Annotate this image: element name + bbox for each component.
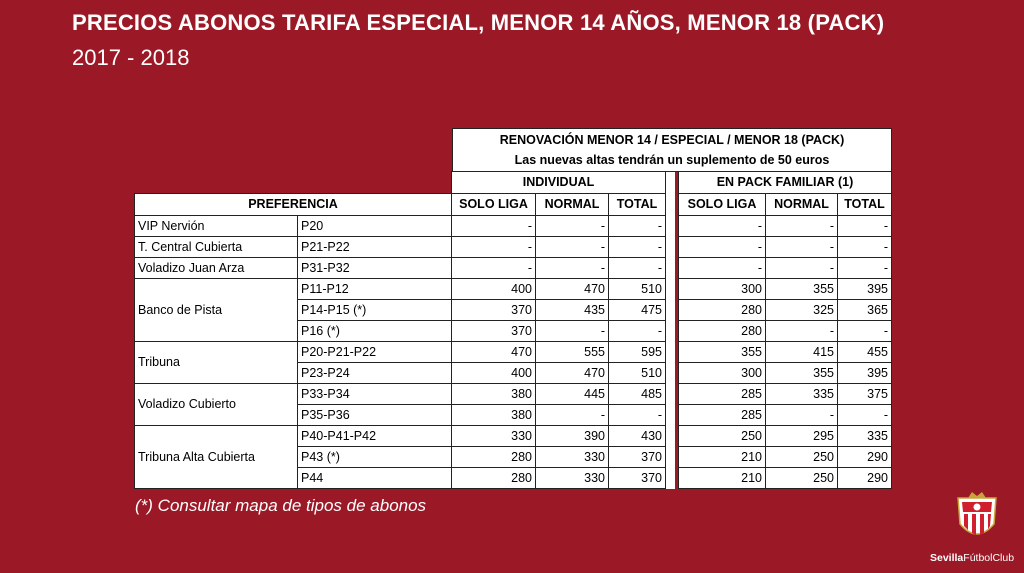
price-cell: 435	[535, 299, 609, 321]
price-cell: 325	[765, 299, 838, 321]
price-cell: 415	[765, 341, 838, 363]
price-cell: 355	[765, 278, 838, 300]
price-cell: 300	[678, 278, 766, 300]
price-cell: -	[765, 257, 838, 279]
club-crest-logo	[954, 490, 1000, 544]
price-cell: 555	[535, 341, 609, 363]
price-cell: -	[765, 215, 838, 237]
zone-label: Voladizo Juan Arza	[134, 257, 298, 279]
price-cell: 280	[451, 446, 536, 468]
price-cell: -	[765, 320, 838, 342]
row-code: P23-P24	[297, 362, 452, 384]
price-cell: 395	[837, 362, 892, 384]
price-cell: 250	[765, 446, 838, 468]
price-cell: 510	[608, 362, 666, 384]
zone-label: T. Central Cubierta	[134, 236, 298, 258]
price-cell: 485	[608, 383, 666, 405]
page-subtitle: 2017 - 2018	[72, 45, 190, 70]
price-cell: 295	[765, 425, 838, 447]
row-code: P14-P15 (*)	[297, 299, 452, 321]
price-cell: -	[608, 320, 666, 342]
column-header: TOTAL	[837, 193, 892, 216]
price-cell: 300	[678, 362, 766, 384]
price-cell: -	[678, 257, 766, 279]
price-cell: 380	[451, 383, 536, 405]
price-cell: -	[451, 215, 536, 237]
price-cell: 210	[678, 467, 766, 489]
price-cell: 395	[837, 278, 892, 300]
page-title: PRECIOS ABONOS TARIFA ESPECIAL, MENOR 14 AÑOS, MENOR 18 (PACK)	[72, 10, 885, 35]
price-cell: 370	[608, 467, 666, 489]
row-code: P43 (*)	[297, 446, 452, 468]
zone-label: Tribuna	[134, 341, 298, 384]
price-cell: 330	[535, 446, 609, 468]
price-cell: 430	[608, 425, 666, 447]
price-cell: 470	[535, 362, 609, 384]
price-cell: 250	[678, 425, 766, 447]
row-code: P33-P34	[297, 383, 452, 405]
table-top-header	[452, 128, 892, 172]
price-cell: 470	[451, 341, 536, 363]
price-cell: 365	[837, 299, 892, 321]
preferencia-header: PREFERENCIA	[134, 193, 452, 216]
column-header: TOTAL	[608, 193, 666, 216]
top-header-line1: RENOVACIÓN MENOR 14 / ESPECIAL / MENOR 18 (PACK)	[499, 133, 845, 147]
group-header-pack: EN PACK FAMILIAR (1)	[678, 171, 892, 194]
price-cell: 250	[765, 467, 838, 489]
price-cell: -	[837, 215, 892, 237]
row-code: P20-P21-P22	[297, 341, 452, 363]
price-cell: -	[678, 215, 766, 237]
price-cell: -	[535, 320, 609, 342]
price-cell: -	[608, 236, 666, 258]
price-cell: -	[535, 236, 609, 258]
price-cell: 355	[678, 341, 766, 363]
price-cell: 510	[608, 278, 666, 300]
price-cell: -	[678, 236, 766, 258]
row-code: P11-P12	[297, 278, 452, 300]
price-cell: 290	[837, 467, 892, 489]
price-cell: 285	[678, 404, 766, 426]
price-cell: -	[608, 404, 666, 426]
row-code: P40-P41-P42	[297, 425, 452, 447]
price-cell: 455	[837, 341, 892, 363]
price-cell: 285	[678, 383, 766, 405]
row-code: P21-P22	[297, 236, 452, 258]
price-cell: -	[535, 404, 609, 426]
price-cell: 475	[608, 299, 666, 321]
price-cell: 280	[678, 299, 766, 321]
brand-name-part1: Sevilla	[930, 552, 964, 564]
price-cell: 595	[608, 341, 666, 363]
price-cell: 370	[451, 320, 536, 342]
price-cell: 280	[451, 467, 536, 489]
price-cell: 390	[535, 425, 609, 447]
price-cell: 335	[765, 383, 838, 405]
price-cell: 330	[535, 467, 609, 489]
price-cell: 280	[678, 320, 766, 342]
zone-label: Voladizo Cubierto	[134, 383, 298, 426]
price-cell: -	[765, 404, 838, 426]
price-cell: -	[608, 257, 666, 279]
price-cell: 335	[837, 425, 892, 447]
price-cell: -	[535, 215, 609, 237]
row-code: P31-P32	[297, 257, 452, 279]
price-cell: 290	[837, 446, 892, 468]
price-cell: 370	[608, 446, 666, 468]
price-cell: -	[608, 215, 666, 237]
column-header: SOLO LIGA	[678, 193, 766, 216]
zone-label: Tribuna Alta Cubierta	[134, 425, 298, 489]
price-cell: 445	[535, 383, 609, 405]
price-cell: -	[837, 236, 892, 258]
price-cell: -	[765, 236, 838, 258]
row-code: P44	[297, 467, 452, 489]
price-cell: -	[451, 236, 536, 258]
row-code: P20	[297, 215, 452, 237]
price-cell: -	[451, 257, 536, 279]
price-cell: -	[535, 257, 609, 279]
price-cell: -	[837, 320, 892, 342]
price-cell: 210	[678, 446, 766, 468]
price-cell: 330	[451, 425, 536, 447]
price-cell: 380	[451, 404, 536, 426]
brand-name-part2: FútbolClub	[963, 552, 1015, 564]
column-header: NORMAL	[765, 193, 838, 216]
price-cell: 400	[451, 362, 536, 384]
price-cell: 470	[535, 278, 609, 300]
column-header: NORMAL	[535, 193, 609, 216]
brand-name	[930, 552, 1014, 564]
footnote: (*) Consultar mapa de tipos de abonos	[135, 496, 427, 515]
price-cell: -	[837, 404, 892, 426]
price-cell: 400	[451, 278, 536, 300]
row-code: P16 (*)	[297, 320, 452, 342]
column-header: SOLO LIGA	[451, 193, 536, 216]
price-cell: -	[837, 257, 892, 279]
zone-label: VIP Nervión	[134, 215, 298, 237]
price-cell: 355	[765, 362, 838, 384]
group-header-individual: INDIVIDUAL	[451, 171, 666, 194]
top-header-line2: Las nuevas altas tendrán un suplemento de 50 euros	[514, 153, 830, 167]
row-code: P35-P36	[297, 404, 452, 426]
price-cell: 375	[837, 383, 892, 405]
zone-label: Banco de Pista	[134, 278, 298, 342]
price-cell: 370	[451, 299, 536, 321]
